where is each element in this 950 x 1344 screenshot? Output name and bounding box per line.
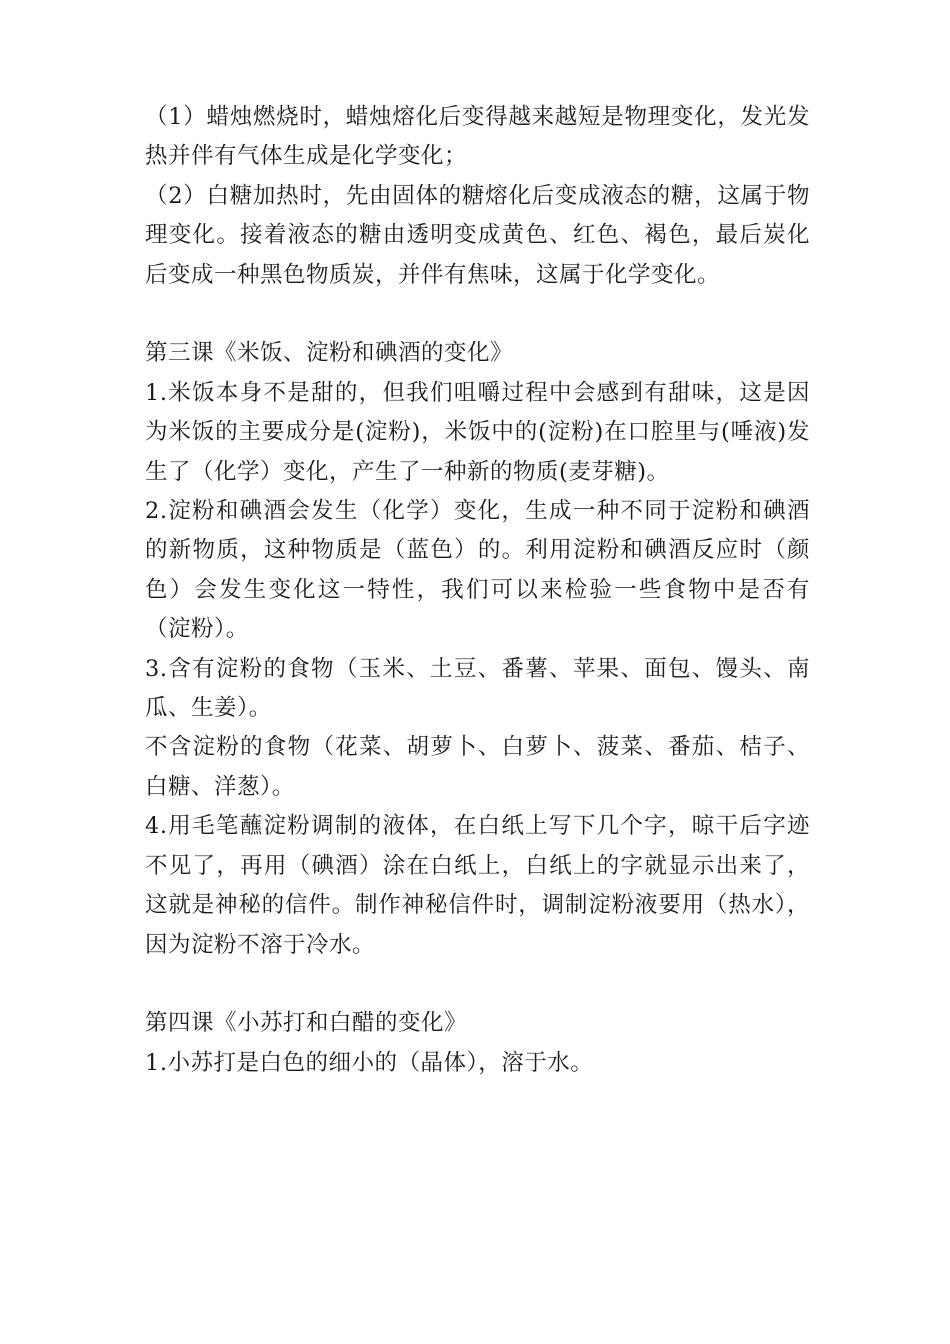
lesson3-item-3-non-starch: 不含淀粉的食物（花菜、胡萝卜、白萝卜、菠菜、番茄、桔子、白糖、洋葱）。 xyxy=(145,734,810,800)
section-spacer xyxy=(145,965,810,1004)
lesson3-item-1: 1.米饭本身不是甜的，但我们咀嚼过程中会感到有甜味，这是因为米饭的主要成分是(淀粉)，米饭中的(淀粉)在口腔里与(唾液)发生了（化学）变化，产生了一种新的物质(麦芽糖)。 xyxy=(145,379,810,485)
candle-burning-paragraph: （1）蜡烛燃烧时，蜡烛熔化后变得越来越短是物理变化，发光发热并伴有气体生成是化学变化； xyxy=(145,104,810,170)
lesson3-item-3: 3.含有淀粉的食物（玉米、土豆、番薯、苹果、面包、馒头、南瓜、生姜）。 xyxy=(145,655,810,722)
lesson3-title: 第三课《米饭、淀粉和碘酒的变化》 xyxy=(145,340,514,367)
lesson3-item-2: 2.淀粉和碘酒会发生（化学）变化，生成一种不同于淀粉和碘酒的新物质，这种物质是（蓝色）的。利用淀粉和碘酒反应时（颜色）会发生变化这一特性，我们可以来检验一些食物中是否有（淀粉）。 xyxy=(145,498,810,643)
lesson3-item-4: 4.用毛笔蘸淀粉调制的液体，在白纸上写下几个字，晾干后字迹不见了，再用（碘酒）涂在白纸上，白纸上的字就显示出来了，这就是神秘的信件。制作神秘信件时，调制淀粉液要用（热水），因为淀粉不溶于冷水。 xyxy=(145,813,810,958)
lesson4-item-1: 1.小苏打是白色的细小的（晶体），溶于水。 xyxy=(145,1049,594,1076)
document-body xyxy=(145,98,810,1083)
lesson4-title: 第四课《小苏打和白醋的变化》 xyxy=(145,1010,468,1037)
section-spacer xyxy=(145,295,810,334)
sugar-heating-paragraph: （2）白糖加热时，先由固体的糖熔化后变成液态的糖，这属于物理变化。接着液态的糖由透明变成黄色、红色、褐色，最后炭化后变成一种黑色物质炭，并伴有焦味，这属于化学变化。 xyxy=(145,182,810,288)
